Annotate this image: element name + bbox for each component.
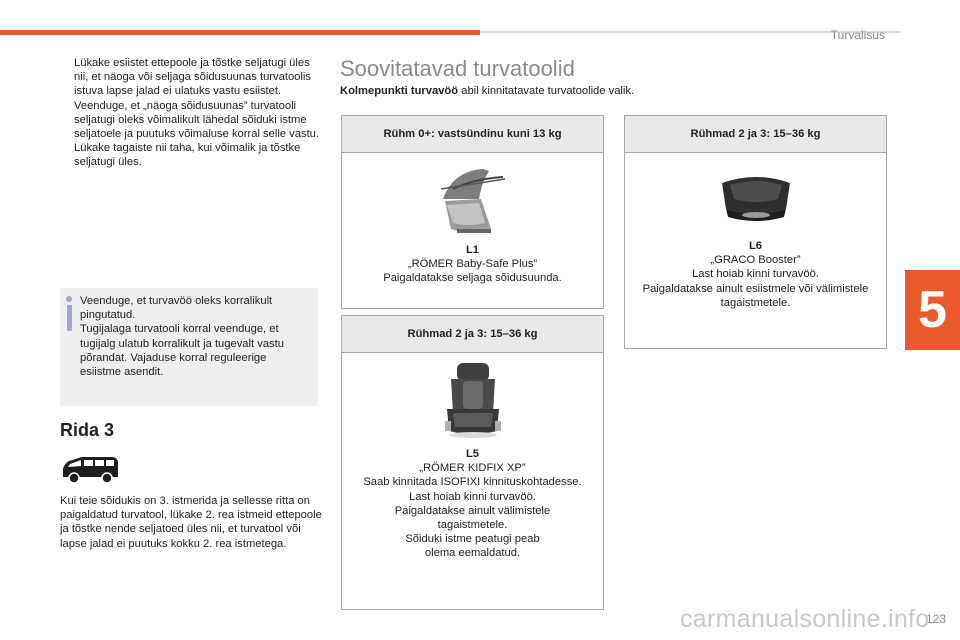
seat-name: „GRACO Booster”: [710, 254, 801, 267]
seat-name: „RÖMER Baby-Safe Plus”: [407, 258, 538, 271]
bullet-item: Veenduge, et „näoga sõidusuunas” turvatooli seljatugi oleks võimalikult lähedal sõiduki istme seljatoele ja puutuks võimaluse korral selle vastu.: [74, 99, 320, 141]
accent-bar: [0, 30, 480, 35]
note-box: [60, 288, 318, 406]
seat-detail: Paigaldatakse seljaga sõidusuunda.: [383, 272, 562, 285]
seat-detail: Paigaldatakse ainult välimistele tagaistmetele.: [394, 504, 551, 532]
highback-booster-image: [443, 361, 503, 441]
seat-code: L1: [465, 244, 480, 256]
page-number: 123: [925, 612, 946, 626]
seat-code: L5: [465, 448, 480, 460]
booster-cushion-image: [716, 169, 796, 229]
note-text: [80, 294, 310, 379]
info-icon-bar: [67, 305, 72, 331]
seat-card-body: [625, 169, 886, 310]
seat-detail: Sõiduki istme peatugi peab olema eemaldatud.: [405, 533, 540, 560]
chapter-tab: 5: [905, 270, 960, 350]
row3-heading: Rida 3: [60, 420, 115, 440]
seat-card-body: [342, 159, 603, 286]
seat-code: L6: [748, 240, 763, 252]
seat-card-l6: [624, 115, 887, 349]
info-icon: [65, 296, 73, 334]
seat-card-body: [342, 361, 603, 561]
row3-paragraph: Kui teie sõidukis on 3. istmerida ja sellesse ritta on paigaldatud turvatool, lükake 2. rea istmeid ettepoole ja tõstke nende seljatoed üles nii, et turvatool või lapse jalad ei puutuks kokku 2. rea istmetega.: [60, 495, 322, 550]
bullet-list: [60, 56, 322, 170]
bullet-item: Lükake tagaiste nii taha, kui võimalik ja tõstke seljatugi üles.: [74, 142, 301, 169]
section-title: Turvalisus: [830, 28, 885, 42]
seat-detail: Saab kinnitada ISOFIXI kinnituskohtadesse.: [363, 476, 582, 489]
seat-name: „RÖMER KIDFIX XP”: [419, 462, 526, 475]
seat-detail: Last hoiab kinni turvavöö.: [409, 490, 536, 503]
intro-bold: Kolmepunkti turvavöö: [340, 85, 459, 97]
infant-carrier-image: [433, 159, 513, 239]
seat-detail: Last hoiab kinni turvavöö.: [692, 268, 819, 281]
intro-rest: abil kinnitatavate turvatoolide valik.: [458, 85, 635, 97]
intro-text: [340, 85, 634, 97]
info-icon-dot: [66, 296, 72, 302]
main-title: Soovitatavad turvatoolid: [340, 56, 575, 81]
seat-card-l5: [341, 315, 604, 610]
seat-card-header: Rühm 0+: vastsündinu kuni 13 kg: [342, 116, 603, 153]
note-line: Tugijalaga turvatooli korral veenduge, et tugijalg ulatub korralikult ja tugevalt vastu põrandat. Vajaduse korral reguleerige esiistme asendit.: [80, 323, 284, 379]
watermark: carmanualsonline.info: [680, 605, 930, 633]
note-line: Veenduge, et turvavöö oleks korralikult pingutatud.: [80, 295, 273, 322]
bullet-item: Lükake esiistet ettepoole ja tõstke seljatugi üles nii, et näoga või seljaga sõidusuunas turvatoolis istuva lapse jalad ei ulatuks vastu esiistet.: [74, 57, 311, 98]
seat-card-header: Rühmad 2 ja 3: 15–36 kg: [625, 116, 886, 153]
seat-card-l1: [341, 115, 604, 309]
van-icon: [60, 455, 120, 485]
seat-detail: Paigaldatakse ainult esiistmele või välimistele tagaistmetele.: [642, 282, 869, 309]
seat-card-header: Rühmad 2 ja 3: 15–36 kg: [342, 316, 603, 353]
